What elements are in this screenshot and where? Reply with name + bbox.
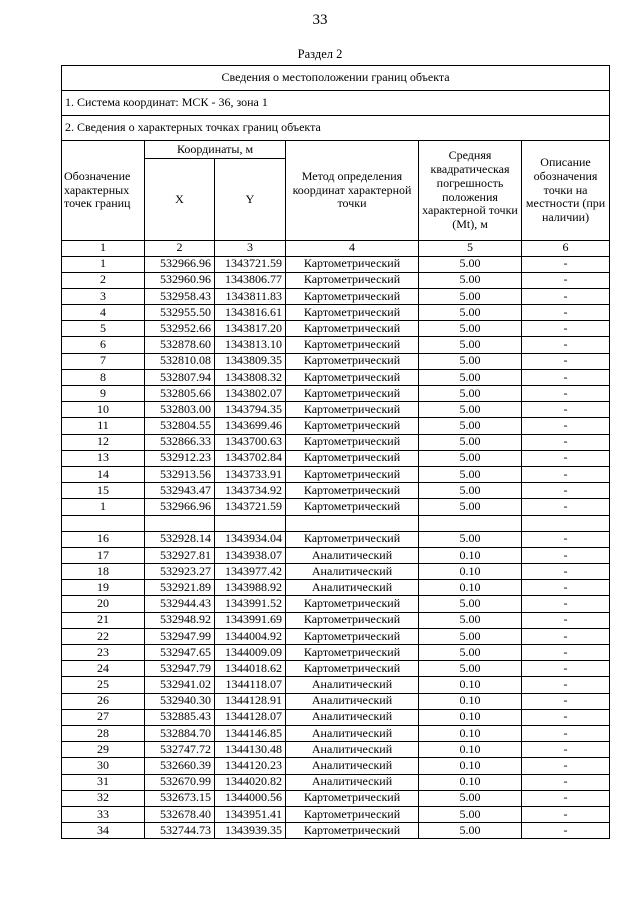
point-number: 31 bbox=[62, 774, 145, 790]
table-row bbox=[62, 466, 610, 482]
x-coordinate: 532944.43 bbox=[145, 596, 215, 612]
table-row bbox=[62, 823, 610, 839]
point-number: 28 bbox=[62, 725, 145, 741]
table-row bbox=[62, 612, 610, 628]
description: - bbox=[522, 758, 610, 774]
table-row bbox=[62, 661, 610, 677]
method: Аналитический bbox=[286, 709, 419, 725]
y-coordinate: 1343734.92 bbox=[215, 483, 286, 499]
error-value: 0.10 bbox=[419, 758, 522, 774]
x-coordinate: 532966.96 bbox=[145, 256, 215, 272]
method: Аналитический bbox=[286, 547, 419, 563]
table-row bbox=[62, 774, 610, 790]
description: - bbox=[522, 823, 610, 839]
error-value: 0.10 bbox=[419, 709, 522, 725]
point-number: 34 bbox=[62, 823, 145, 839]
point-number: 32 bbox=[62, 790, 145, 806]
method: Картометрический bbox=[286, 661, 419, 677]
column-number: 1 bbox=[62, 241, 145, 257]
method: Аналитический bbox=[286, 758, 419, 774]
table-row bbox=[62, 645, 610, 661]
error-value: 5.00 bbox=[419, 256, 522, 272]
point-number: 3 bbox=[62, 288, 145, 304]
point-number: 16 bbox=[62, 531, 145, 547]
y-coordinate: 1344000.56 bbox=[215, 790, 286, 806]
description: - bbox=[522, 628, 610, 644]
point-number: 10 bbox=[62, 402, 145, 418]
section-title: Раздел 2 bbox=[297, 47, 343, 61]
method: Картометрический bbox=[286, 418, 419, 434]
x-coordinate: 532966.96 bbox=[145, 499, 215, 515]
method: Картометрический bbox=[286, 369, 419, 385]
method: Картометрический bbox=[286, 483, 419, 499]
table-row bbox=[62, 725, 610, 741]
header-coords: Координаты, м bbox=[145, 141, 286, 159]
table-row bbox=[62, 693, 610, 709]
method: Картометрический bbox=[286, 321, 419, 337]
method: Картометрический bbox=[286, 628, 419, 644]
column-number: 5 bbox=[419, 241, 522, 257]
point-number: 14 bbox=[62, 466, 145, 482]
table-row bbox=[62, 709, 610, 725]
x-coordinate: 532960.96 bbox=[145, 272, 215, 288]
column-number: 6 bbox=[522, 241, 610, 257]
error-value: 5.00 bbox=[419, 434, 522, 450]
y-coordinate: 1344128.91 bbox=[215, 693, 286, 709]
x-coordinate: 532673.15 bbox=[145, 790, 215, 806]
x-coordinate: 532921.89 bbox=[145, 580, 215, 596]
method: Картометрический bbox=[286, 450, 419, 466]
table-title: Сведения о местоположении границ объекта bbox=[62, 66, 610, 91]
description: - bbox=[522, 564, 610, 580]
error-value: 5.00 bbox=[419, 499, 522, 515]
x-coordinate: 532866.33 bbox=[145, 434, 215, 450]
description: - bbox=[522, 288, 610, 304]
x-coordinate: 532803.00 bbox=[145, 402, 215, 418]
y-coordinate: 1343817.20 bbox=[215, 321, 286, 337]
boundary-points-table bbox=[61, 65, 610, 839]
point-number: 15 bbox=[62, 483, 145, 499]
error-value: 0.10 bbox=[419, 725, 522, 741]
x-coordinate: 532660.39 bbox=[145, 758, 215, 774]
error-value: 5.00 bbox=[419, 790, 522, 806]
table-row bbox=[62, 353, 610, 369]
error-value: 5.00 bbox=[419, 806, 522, 822]
method: Аналитический bbox=[286, 725, 419, 741]
method: Аналитический bbox=[286, 693, 419, 709]
x-coordinate bbox=[145, 515, 215, 531]
description: - bbox=[522, 418, 610, 434]
table-row bbox=[62, 272, 610, 288]
table-row bbox=[62, 547, 610, 563]
point-number bbox=[62, 515, 145, 531]
description: - bbox=[522, 256, 610, 272]
header-point: Обозначение характерных точек границ bbox=[62, 141, 145, 241]
x-coordinate: 532678.40 bbox=[145, 806, 215, 822]
error-value: 0.10 bbox=[419, 742, 522, 758]
description: - bbox=[522, 483, 610, 499]
point-number: 6 bbox=[62, 337, 145, 353]
y-coordinate: 1343977.42 bbox=[215, 564, 286, 580]
column-numbers-row bbox=[62, 241, 610, 257]
y-coordinate: 1344009.09 bbox=[215, 645, 286, 661]
error-value: 5.00 bbox=[419, 823, 522, 839]
header-y: Y bbox=[215, 159, 286, 241]
point-number: 4 bbox=[62, 305, 145, 321]
error-value: 5.00 bbox=[419, 305, 522, 321]
y-coordinate: 1343794.35 bbox=[215, 402, 286, 418]
method: Картометрический bbox=[286, 256, 419, 272]
x-coordinate: 532947.99 bbox=[145, 628, 215, 644]
coordinate-system: 1. Система координат: МСК - 36, зона 1 bbox=[62, 91, 610, 116]
header-method: Метод определения координат характерной точки bbox=[286, 141, 419, 241]
table-row bbox=[62, 515, 610, 531]
description: - bbox=[522, 466, 610, 482]
table-row bbox=[62, 402, 610, 418]
error-value: 5.00 bbox=[419, 418, 522, 434]
point-number: 12 bbox=[62, 434, 145, 450]
x-coordinate: 532927.81 bbox=[145, 547, 215, 563]
point-number: 19 bbox=[62, 580, 145, 596]
description: - bbox=[522, 434, 610, 450]
x-coordinate: 532884.70 bbox=[145, 725, 215, 741]
method: Аналитический bbox=[286, 774, 419, 790]
error-value: 5.00 bbox=[419, 369, 522, 385]
point-number: 11 bbox=[62, 418, 145, 434]
method: Аналитический bbox=[286, 580, 419, 596]
table-row bbox=[62, 305, 610, 321]
y-coordinate: 1343721.59 bbox=[215, 256, 286, 272]
description: - bbox=[522, 386, 610, 402]
column-number: 2 bbox=[145, 241, 215, 257]
description: - bbox=[522, 774, 610, 790]
method: Картометрический bbox=[286, 596, 419, 612]
point-number: 17 bbox=[62, 547, 145, 563]
table-row bbox=[62, 790, 610, 806]
method bbox=[286, 515, 419, 531]
y-coordinate: 1343934.04 bbox=[215, 531, 286, 547]
table-row bbox=[62, 499, 610, 515]
point-number: 8 bbox=[62, 369, 145, 385]
point-number: 29 bbox=[62, 742, 145, 758]
point-number: 24 bbox=[62, 661, 145, 677]
table-row bbox=[62, 369, 610, 385]
point-number: 9 bbox=[62, 386, 145, 402]
method: Картометрический bbox=[286, 353, 419, 369]
table-row bbox=[62, 256, 610, 272]
description: - bbox=[522, 321, 610, 337]
x-coordinate: 532940.30 bbox=[145, 693, 215, 709]
error-value: 5.00 bbox=[419, 337, 522, 353]
page-number: 33 bbox=[312, 12, 328, 28]
point-number: 22 bbox=[62, 628, 145, 644]
point-number: 21 bbox=[62, 612, 145, 628]
description: - bbox=[522, 580, 610, 596]
error-value: 5.00 bbox=[419, 483, 522, 499]
error-value: 5.00 bbox=[419, 321, 522, 337]
point-number: 7 bbox=[62, 353, 145, 369]
description: - bbox=[522, 547, 610, 563]
x-coordinate: 532923.27 bbox=[145, 564, 215, 580]
table-row bbox=[62, 337, 610, 353]
x-coordinate: 532958.43 bbox=[145, 288, 215, 304]
table-row bbox=[62, 596, 610, 612]
x-coordinate: 532943.47 bbox=[145, 483, 215, 499]
table-row bbox=[62, 288, 610, 304]
description: - bbox=[522, 402, 610, 418]
table-row bbox=[62, 386, 610, 402]
method: Картометрический bbox=[286, 386, 419, 402]
description: - bbox=[522, 709, 610, 725]
description: - bbox=[522, 693, 610, 709]
point-number: 1 bbox=[62, 499, 145, 515]
x-coordinate: 532948.92 bbox=[145, 612, 215, 628]
y-coordinate: 1343806.77 bbox=[215, 272, 286, 288]
y-coordinate: 1344128.07 bbox=[215, 709, 286, 725]
table-row bbox=[62, 321, 610, 337]
point-number: 30 bbox=[62, 758, 145, 774]
description: - bbox=[522, 612, 610, 628]
description: - bbox=[522, 661, 610, 677]
column-number: 3 bbox=[215, 241, 286, 257]
x-coordinate: 532804.55 bbox=[145, 418, 215, 434]
error-value: 0.10 bbox=[419, 693, 522, 709]
y-coordinate: 1343951.41 bbox=[215, 806, 286, 822]
method: Картометрический bbox=[286, 434, 419, 450]
error-value bbox=[419, 515, 522, 531]
error-value: 5.00 bbox=[419, 531, 522, 547]
error-value: 0.10 bbox=[419, 580, 522, 596]
method: Картометрический bbox=[286, 305, 419, 321]
description: - bbox=[522, 596, 610, 612]
error-value: 0.10 bbox=[419, 547, 522, 563]
table-row bbox=[62, 483, 610, 499]
header-description: Описание обозначения точки на местности (при наличии) bbox=[522, 141, 610, 241]
description: - bbox=[522, 742, 610, 758]
y-coordinate: 1343699.46 bbox=[215, 418, 286, 434]
method: Картометрический bbox=[286, 823, 419, 839]
description: - bbox=[522, 353, 610, 369]
description: - bbox=[522, 677, 610, 693]
description: - bbox=[522, 499, 610, 515]
y-coordinate: 1343939.35 bbox=[215, 823, 286, 839]
error-value: 5.00 bbox=[419, 450, 522, 466]
x-coordinate: 532670.99 bbox=[145, 774, 215, 790]
method: Картометрический bbox=[286, 499, 419, 515]
y-coordinate: 1344120.23 bbox=[215, 758, 286, 774]
y-coordinate: 1343991.69 bbox=[215, 612, 286, 628]
description: - bbox=[522, 337, 610, 353]
description: - bbox=[522, 806, 610, 822]
method: Картометрический bbox=[286, 272, 419, 288]
column-number: 4 bbox=[286, 241, 419, 257]
y-coordinate: 1343733.91 bbox=[215, 466, 286, 482]
method: Картометрический bbox=[286, 337, 419, 353]
method: Картометрический bbox=[286, 466, 419, 482]
y-coordinate: 1343991.52 bbox=[215, 596, 286, 612]
y-coordinate: 1344146.85 bbox=[215, 725, 286, 741]
method: Картометрический bbox=[286, 645, 419, 661]
y-coordinate: 1343811.83 bbox=[215, 288, 286, 304]
table-row bbox=[62, 677, 610, 693]
y-coordinate: 1343721.59 bbox=[215, 499, 286, 515]
error-value: 5.00 bbox=[419, 661, 522, 677]
error-value: 0.10 bbox=[419, 564, 522, 580]
point-number: 25 bbox=[62, 677, 145, 693]
table-row bbox=[62, 758, 610, 774]
x-coordinate: 532913.56 bbox=[145, 466, 215, 482]
x-coordinate: 532947.65 bbox=[145, 645, 215, 661]
error-value: 5.00 bbox=[419, 596, 522, 612]
point-number: 27 bbox=[62, 709, 145, 725]
x-coordinate: 532885.43 bbox=[145, 709, 215, 725]
point-number: 18 bbox=[62, 564, 145, 580]
y-coordinate bbox=[215, 515, 286, 531]
y-coordinate: 1344118.07 bbox=[215, 677, 286, 693]
method: Картометрический bbox=[286, 806, 419, 822]
point-number: 33 bbox=[62, 806, 145, 822]
method: Аналитический bbox=[286, 564, 419, 580]
error-value: 0.10 bbox=[419, 677, 522, 693]
error-value: 5.00 bbox=[419, 628, 522, 644]
method: Картометрический bbox=[286, 790, 419, 806]
table-row bbox=[62, 806, 610, 822]
x-coordinate: 532744.73 bbox=[145, 823, 215, 839]
error-value: 5.00 bbox=[419, 272, 522, 288]
y-coordinate: 1343938.07 bbox=[215, 547, 286, 563]
x-coordinate: 532912.23 bbox=[145, 450, 215, 466]
table-row bbox=[62, 450, 610, 466]
header-error: Средняя квадратическая погрешность положения характерной точки (Mt), м bbox=[419, 141, 522, 241]
x-coordinate: 532805.66 bbox=[145, 386, 215, 402]
x-coordinate: 532947.79 bbox=[145, 661, 215, 677]
point-number: 20 bbox=[62, 596, 145, 612]
table-row bbox=[62, 434, 610, 450]
description bbox=[522, 515, 610, 531]
y-coordinate: 1343816.61 bbox=[215, 305, 286, 321]
y-coordinate: 1343809.35 bbox=[215, 353, 286, 369]
description: - bbox=[522, 450, 610, 466]
y-coordinate: 1343813.10 bbox=[215, 337, 286, 353]
description: - bbox=[522, 725, 610, 741]
points-heading: 2. Сведения о характерных точках границ объекта bbox=[62, 116, 610, 141]
point-number: 23 bbox=[62, 645, 145, 661]
header-x: X bbox=[145, 159, 215, 241]
error-value: 5.00 bbox=[419, 645, 522, 661]
x-coordinate: 532747.72 bbox=[145, 742, 215, 758]
table-row bbox=[62, 531, 610, 547]
point-number: 1 bbox=[62, 256, 145, 272]
method: Аналитический bbox=[286, 742, 419, 758]
x-coordinate: 532955.50 bbox=[145, 305, 215, 321]
method: Картометрический bbox=[286, 612, 419, 628]
method: Картометрический bbox=[286, 531, 419, 547]
y-coordinate: 1343802.07 bbox=[215, 386, 286, 402]
error-value: 0.10 bbox=[419, 774, 522, 790]
x-coordinate: 532952.66 bbox=[145, 321, 215, 337]
method: Аналитический bbox=[286, 677, 419, 693]
y-coordinate: 1344018.62 bbox=[215, 661, 286, 677]
x-coordinate: 532810.08 bbox=[145, 353, 215, 369]
error-value: 5.00 bbox=[419, 466, 522, 482]
method: Картометрический bbox=[286, 288, 419, 304]
x-coordinate: 532878.60 bbox=[145, 337, 215, 353]
y-coordinate: 1344130.48 bbox=[215, 742, 286, 758]
description: - bbox=[522, 790, 610, 806]
y-coordinate: 1344020.82 bbox=[215, 774, 286, 790]
y-coordinate: 1343700.63 bbox=[215, 434, 286, 450]
x-coordinate: 532928.14 bbox=[145, 531, 215, 547]
description: - bbox=[522, 272, 610, 288]
description: - bbox=[522, 531, 610, 547]
point-number: 2 bbox=[62, 272, 145, 288]
table-row bbox=[62, 580, 610, 596]
description: - bbox=[522, 305, 610, 321]
x-coordinate: 532807.94 bbox=[145, 369, 215, 385]
y-coordinate: 1343988.92 bbox=[215, 580, 286, 596]
point-number: 13 bbox=[62, 450, 145, 466]
error-value: 5.00 bbox=[419, 402, 522, 418]
table-row bbox=[62, 742, 610, 758]
description: - bbox=[522, 645, 610, 661]
table-row bbox=[62, 564, 610, 580]
error-value: 5.00 bbox=[419, 612, 522, 628]
error-value: 5.00 bbox=[419, 353, 522, 369]
table-row bbox=[62, 628, 610, 644]
y-coordinate: 1343702.84 bbox=[215, 450, 286, 466]
x-coordinate: 532941.02 bbox=[145, 677, 215, 693]
y-coordinate: 1344004.92 bbox=[215, 628, 286, 644]
point-number: 26 bbox=[62, 693, 145, 709]
error-value: 5.00 bbox=[419, 288, 522, 304]
error-value: 5.00 bbox=[419, 386, 522, 402]
point-number: 5 bbox=[62, 321, 145, 337]
y-coordinate: 1343808.32 bbox=[215, 369, 286, 385]
description: - bbox=[522, 369, 610, 385]
table-row bbox=[62, 418, 610, 434]
method: Картометрический bbox=[286, 402, 419, 418]
